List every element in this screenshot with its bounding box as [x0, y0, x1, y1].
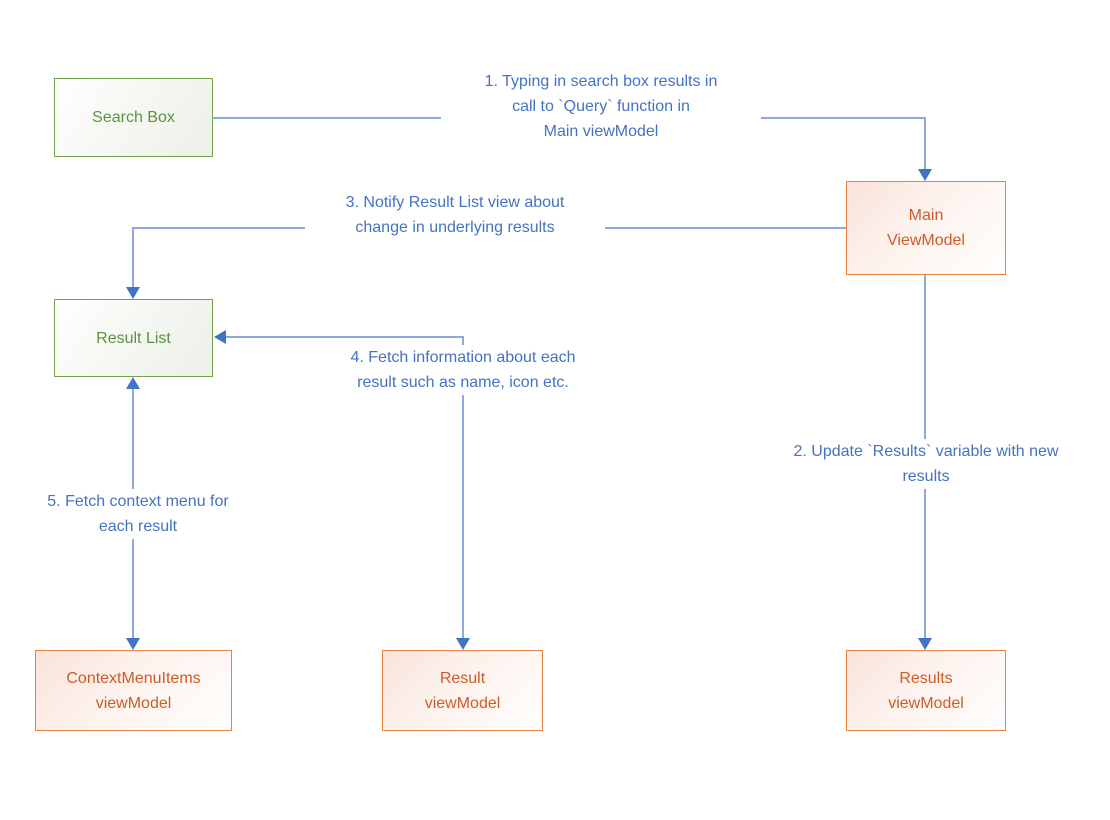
box-results-viewmodel	[846, 650, 1006, 731]
annotation-step-4-line: 4. Fetch information about each	[350, 349, 576, 366]
annotation-step-3-line: change in underlying results	[355, 219, 555, 236]
annotation-step-5-line: each result	[98, 518, 178, 535]
annotation-step-1-line: call to `Query` function in	[512, 98, 690, 115]
box-main-viewmodel	[846, 181, 1006, 275]
annotation-step-2-line: 2. Update `Results` variable with new	[793, 443, 1059, 460]
annotation-step-1-line: Main viewModel	[543, 123, 659, 140]
box-result-list	[54, 299, 213, 377]
connector-4-branch-arrowhead-icon	[456, 638, 470, 650]
connector-5-bottom-arrowhead-icon	[126, 638, 140, 650]
annotation-step-4	[313, 345, 613, 395]
annotation-step-3-line: 3. Notify Result List view about	[345, 194, 565, 211]
box-result-list-label: Result List	[96, 329, 171, 347]
connector-4-arrowhead-icon	[214, 330, 226, 344]
box-results-viewmodel-label: viewModel	[888, 694, 964, 712]
connector-3-vertical-line	[132, 227, 134, 287]
annotation-step-5-line: 5. Fetch context menu for	[47, 493, 229, 510]
box-result-viewmodel	[382, 650, 543, 731]
annotation-step-2-line: results	[902, 468, 950, 485]
connector-2-arrowhead-icon	[918, 638, 932, 650]
annotation-step-2	[756, 439, 1096, 489]
connector-3-arrowhead-icon	[126, 287, 140, 299]
box-result-viewmodel-label: viewModel	[424, 694, 501, 712]
annotation-step-1	[441, 69, 761, 144]
connector-1-arrowhead-icon	[918, 169, 932, 181]
connector-5-top-arrowhead-icon	[126, 377, 140, 389]
box-results-viewmodel-label: Results	[899, 669, 953, 687]
annotation-step-5	[18, 489, 258, 539]
box-search-box	[54, 78, 213, 157]
box-contextmenuitems-viewmodel-label: ContextMenuItems	[66, 669, 201, 687]
annotation-step-3	[305, 190, 605, 240]
box-search-box-label: Search Box	[92, 109, 175, 126]
annotation-step-1-line: 1. Typing in search box results in	[484, 73, 718, 90]
box-result-viewmodel-label: Result	[439, 669, 486, 687]
annotation-step-4-line: result such as name, icon etc.	[357, 374, 569, 391]
connector-1-vertical-line	[924, 117, 926, 170]
box-contextmenuitems-viewmodel	[35, 650, 232, 731]
box-main-viewmodel-label: Main	[908, 207, 944, 224]
box-main-viewmodel-label: ViewModel	[887, 232, 965, 249]
box-contextmenuitems-viewmodel-label: viewModel	[95, 694, 172, 712]
connector-4-horizontal-line	[226, 336, 464, 338]
